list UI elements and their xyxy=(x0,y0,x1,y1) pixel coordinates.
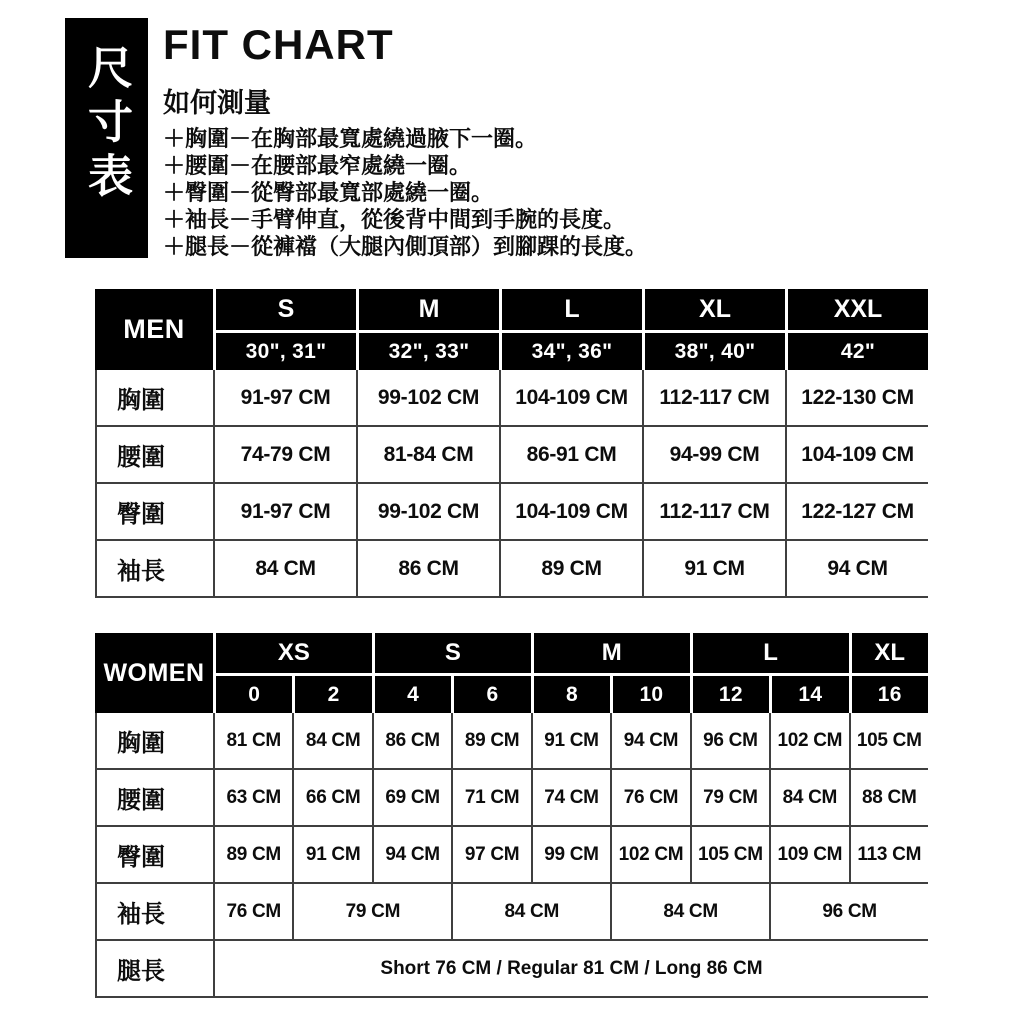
women-waist-value: 79 CM xyxy=(690,770,769,827)
men-row-label-sleeve: 袖長 xyxy=(95,541,213,598)
women-waist-value: 66 CM xyxy=(292,770,371,827)
women-waist-value: 71 CM xyxy=(451,770,530,827)
women-chest-value: 89 CM xyxy=(451,713,530,770)
women-chest-value: 94 CM xyxy=(610,713,689,770)
men-waist-inch-header: 34", 36" xyxy=(499,330,642,370)
women-hip-value: 99 CM xyxy=(531,827,610,884)
women-size-group-header: XS xyxy=(213,633,372,673)
instruction-leg: ＋腿長－從褲襠（大腿內側頂部）到腳踝的長度。 xyxy=(163,234,648,260)
women-size-group-header: XL xyxy=(849,633,928,673)
men-waist-inch-header: 42" xyxy=(785,330,928,370)
men-waist-value: 86-91 CM xyxy=(499,427,642,484)
women-sleeve-value: 84 CM xyxy=(610,884,769,941)
women-waist-value: 84 CM xyxy=(769,770,848,827)
men-size-header: M xyxy=(356,289,499,330)
women-numeric-size-header: 8 xyxy=(531,673,610,713)
women-numeric-size-header: 14 xyxy=(769,673,848,713)
men-waist-inch-header: 32", 33" xyxy=(356,330,499,370)
women-numeric-size-header: 4 xyxy=(372,673,451,713)
men-hip-value: 112-117 CM xyxy=(642,484,785,541)
men-sleeve-value: 91 CM xyxy=(642,541,785,598)
women-numeric-size-header: 2 xyxy=(292,673,371,713)
women-size-group-header: M xyxy=(531,633,690,673)
women-hip-value: 91 CM xyxy=(292,827,371,884)
women-hip-value: 89 CM xyxy=(213,827,292,884)
men-chest-value: 104-109 CM xyxy=(499,370,642,427)
women-chest-value: 86 CM xyxy=(372,713,451,770)
women-row-label-hip: 臀圍 xyxy=(95,827,213,884)
men-size-header: L xyxy=(499,289,642,330)
women-row-label-leg: 腿長 xyxy=(95,941,213,998)
men-hip-value: 91-97 CM xyxy=(213,484,356,541)
men-chest-value: 122-130 CM xyxy=(785,370,928,427)
men-chest-value: 99-102 CM xyxy=(356,370,499,427)
men-waist-inch-header: 30", 31" xyxy=(213,330,356,370)
women-leg-length-value: Short 76 CM / Regular 81 CM / Long 86 CM xyxy=(213,941,928,998)
women-hip-value: 113 CM xyxy=(849,827,928,884)
men-hip-value: 99-102 CM xyxy=(356,484,499,541)
women-sleeve-value: 84 CM xyxy=(451,884,610,941)
men-hip-value: 104-109 CM xyxy=(499,484,642,541)
men-row-label-waist: 腰圍 xyxy=(95,427,213,484)
men-sleeve-value: 86 CM xyxy=(356,541,499,598)
banner-title: 尺寸表 xyxy=(81,44,132,206)
women-chest-value: 91 CM xyxy=(531,713,610,770)
header-block xyxy=(163,22,963,260)
women-sleeve-value: 96 CM xyxy=(769,884,928,941)
women-numeric-size-header: 0 xyxy=(213,673,292,713)
men-size-table xyxy=(95,289,928,598)
instruction-waist: ＋腰圍－在腰部最窄處繞一圈。 xyxy=(163,153,472,179)
women-waist-value: 69 CM xyxy=(372,770,451,827)
men-hip-value: 122-127 CM xyxy=(785,484,928,541)
women-chest-value: 102 CM xyxy=(769,713,848,770)
men-sleeve-value: 94 CM xyxy=(785,541,928,598)
women-chest-value: 96 CM xyxy=(690,713,769,770)
women-sleeve-value: 79 CM xyxy=(292,884,451,941)
men-size-header: XL xyxy=(642,289,785,330)
men-waist-value: 74-79 CM xyxy=(213,427,356,484)
men-sleeve-value: 89 CM xyxy=(499,541,642,598)
women-hip-value: 109 CM xyxy=(769,827,848,884)
women-table-label: WOMEN xyxy=(95,633,213,713)
men-chest-value: 112-117 CM xyxy=(642,370,785,427)
men-row-label-hip: 臀圍 xyxy=(95,484,213,541)
men-waist-inch-header: 38", 40" xyxy=(642,330,785,370)
women-size-group-header: L xyxy=(690,633,849,673)
women-waist-value: 76 CM xyxy=(610,770,689,827)
men-chest-value: 91-97 CM xyxy=(213,370,356,427)
women-hip-value: 94 CM xyxy=(372,827,451,884)
women-hip-value: 102 CM xyxy=(610,827,689,884)
size-chart-banner xyxy=(65,18,148,258)
women-numeric-size-header: 6 xyxy=(451,673,530,713)
men-sleeve-value: 84 CM xyxy=(213,541,356,598)
women-numeric-size-header: 16 xyxy=(849,673,928,713)
women-waist-value: 88 CM xyxy=(849,770,928,827)
men-waist-value: 94-99 CM xyxy=(642,427,785,484)
women-size-table xyxy=(95,633,928,998)
women-chest-value: 81 CM xyxy=(213,713,292,770)
instructions-list xyxy=(163,125,963,260)
women-row-label-sleeve: 袖長 xyxy=(95,884,213,941)
women-row-label-chest: 胸圍 xyxy=(95,713,213,770)
women-waist-value: 63 CM xyxy=(213,770,292,827)
men-size-header: S xyxy=(213,289,356,330)
women-waist-value: 74 CM xyxy=(531,770,610,827)
women-sleeve-value: 76 CM xyxy=(213,884,292,941)
women-size-group-header: S xyxy=(372,633,531,673)
women-row-label-waist: 腰圍 xyxy=(95,770,213,827)
page-title: FIT CHART xyxy=(163,21,394,68)
men-size-header: XXL xyxy=(785,289,928,330)
how-to-measure-subtitle: 如何測量 xyxy=(163,88,271,119)
women-numeric-size-header: 10 xyxy=(610,673,689,713)
men-waist-value: 81-84 CM xyxy=(356,427,499,484)
instruction-sleeve: ＋袖長－手臂伸直，從後背中間到手腕的長度。 xyxy=(163,207,626,233)
men-table-label: MEN xyxy=(95,289,213,370)
instruction-hip: ＋臀圍－從臀部最寬部處繞一圈。 xyxy=(163,180,494,206)
women-hip-value: 97 CM xyxy=(451,827,530,884)
men-row-label-chest: 胸圍 xyxy=(95,370,213,427)
instruction-chest: ＋胸圍－在胸部最寬處繞過腋下一圈。 xyxy=(163,126,538,152)
men-waist-value: 104-109 CM xyxy=(785,427,928,484)
women-chest-value: 84 CM xyxy=(292,713,371,770)
women-chest-value: 105 CM xyxy=(849,713,928,770)
women-numeric-size-header: 12 xyxy=(690,673,769,713)
women-hip-value: 105 CM xyxy=(690,827,769,884)
